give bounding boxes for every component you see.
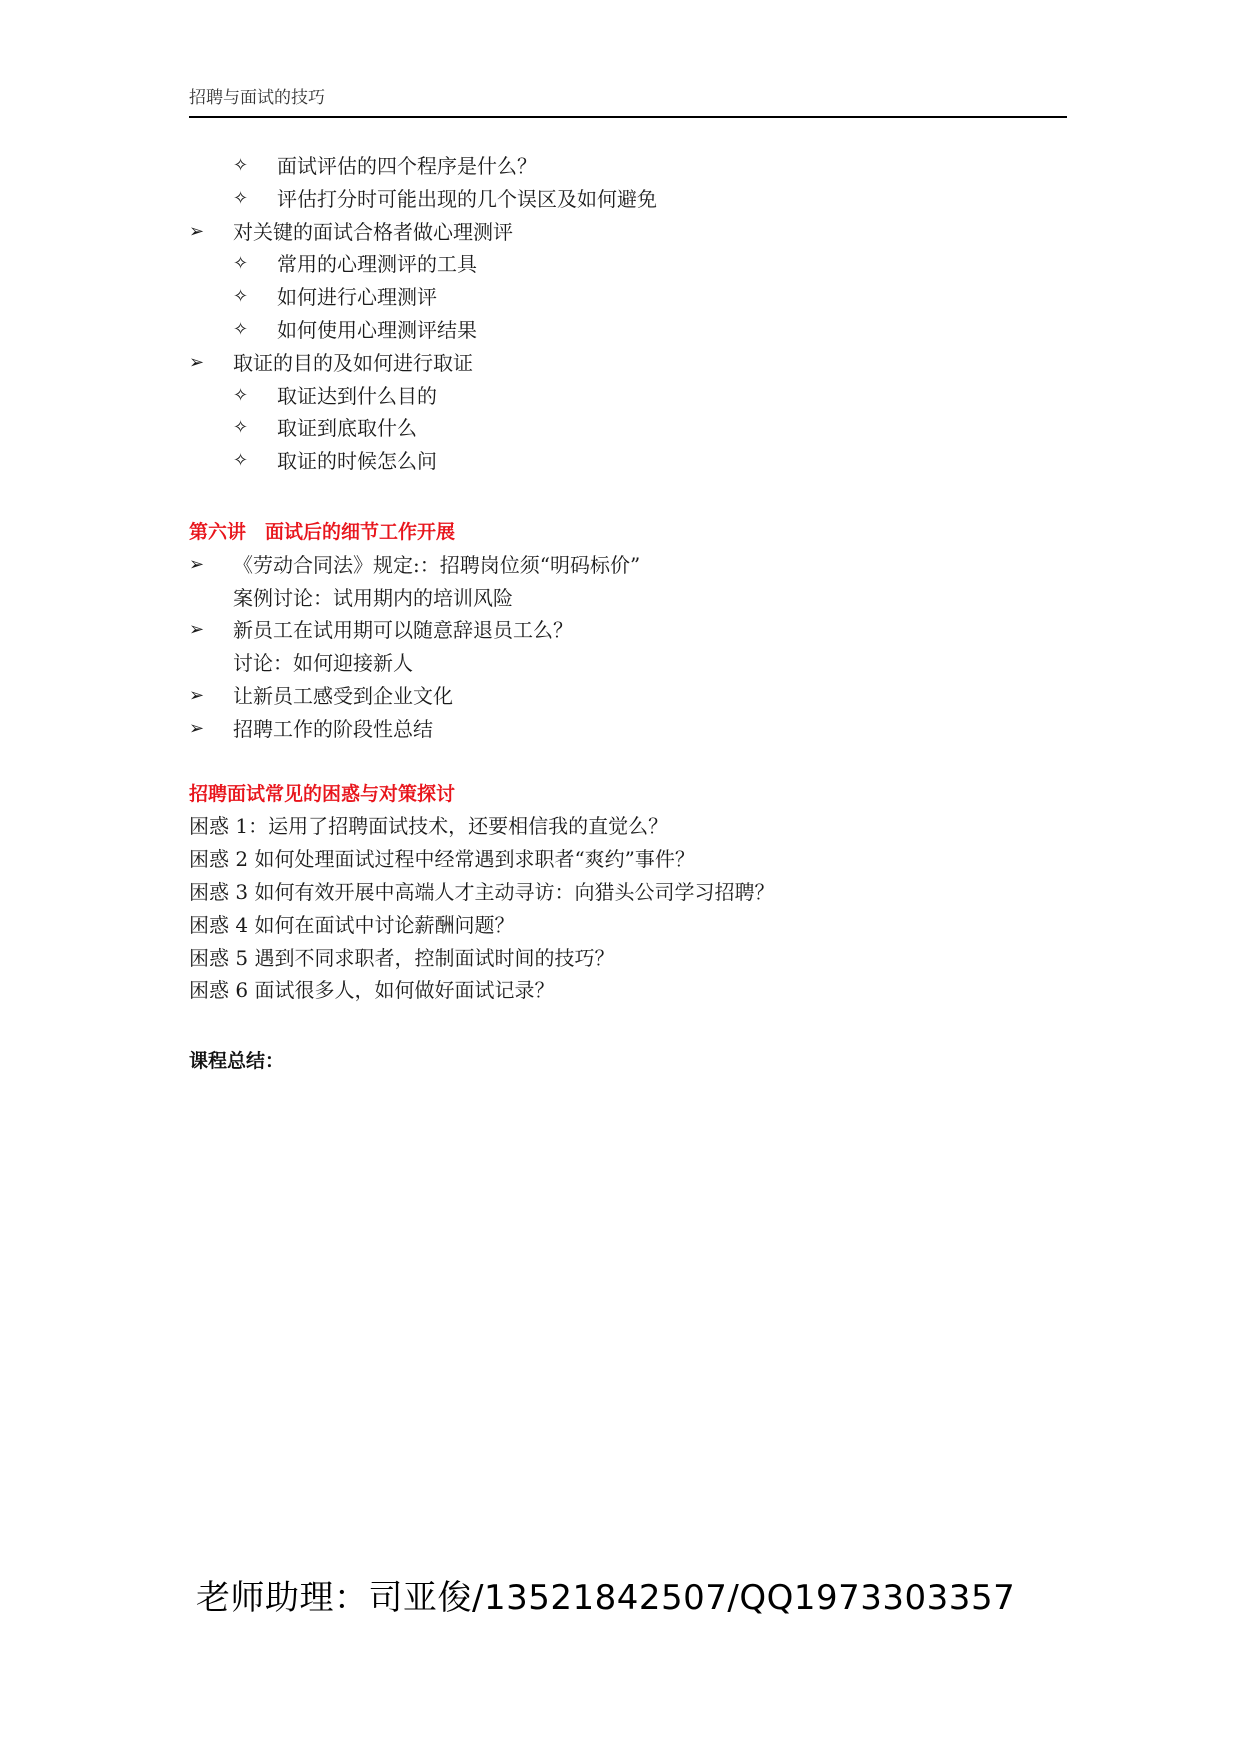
outline-section-top: [189, 150, 1069, 478]
arrow-bullet-icon: ➢: [189, 619, 205, 641]
outline-item: [189, 314, 1069, 347]
outline-item-text: 取证达到什么目的: [277, 383, 437, 408]
diamond-bullet-icon: ✧: [233, 155, 249, 176]
puzzle-item: [189, 974, 1069, 1007]
section-heading: [189, 778, 1069, 811]
outline-item: [189, 248, 1069, 281]
puzzle-item: [189, 909, 1069, 942]
puzzle-item-text: 困惑 1：运用了招聘面试技术，还要相信我的直觉么？: [189, 814, 669, 839]
page-header: [189, 86, 1067, 118]
spacer: [189, 478, 1069, 516]
outline-item-text: 取证的时候怎么问: [277, 449, 437, 474]
outline-item-text: 常用的心理测评的工具: [277, 252, 477, 277]
spacer: [189, 746, 1069, 778]
outline-item-text: 让新员工感受到企业文化: [233, 683, 453, 708]
diamond-bullet-icon: ✧: [233, 450, 249, 472]
outline-item-text: 面试评估的四个程序是什么？: [277, 154, 537, 178]
arrow-bullet-icon: ➢: [189, 351, 205, 373]
outline-item-text: 对关键的面试合格者做心理测评: [233, 219, 513, 244]
puzzle-item: [189, 843, 1069, 876]
puzzle-item-text: 困惑 6 面试很多人，如何做好面试记录？: [189, 978, 555, 1003]
outline-item: [189, 281, 1069, 314]
outline-item-text: 讨论：如何迎接新人: [233, 651, 413, 676]
puzzle-item: [189, 876, 1069, 909]
section-heading: [189, 516, 1069, 549]
arrow-bullet-icon: ➢: [189, 220, 205, 242]
spacer: [189, 1007, 1069, 1045]
footer-contact: 老师助理：司亚俊/13521842507/QQ1973303357: [196, 1578, 1016, 1618]
arrow-bullet-icon: ➢: [189, 717, 205, 739]
document-body: [189, 150, 1069, 1078]
diamond-bullet-icon: ✧: [233, 187, 249, 209]
outline-section-six: [189, 516, 1069, 746]
summary-heading: [189, 1045, 1069, 1078]
outline-item-text: 新员工在试用期可以随意辞退员工么？: [233, 618, 573, 643]
outline-item: [189, 347, 1069, 380]
diamond-bullet-icon: ✧: [233, 417, 249, 439]
puzzle-item-text: 困惑 2 如何处理面试过程中经常遇到求职者“爽约”事件？: [189, 847, 695, 872]
outline-item: [189, 380, 1069, 413]
outline-item: [189, 549, 1069, 582]
outline-item: [189, 582, 1069, 615]
puzzle-item: [189, 942, 1069, 975]
arrow-bullet-icon: ➢: [189, 553, 205, 575]
outline-item: [189, 713, 1069, 746]
outline-item-text: 评估打分时可能出现的几个误区及如何避免: [277, 186, 657, 211]
outline-item: [189, 150, 1069, 183]
puzzle-item-text: 困惑 3 如何有效开展中高端人才主动寻访：向猎头公司学习招聘？: [189, 879, 775, 904]
diamond-bullet-icon: ✧: [233, 253, 249, 275]
outline-item: [189, 647, 1069, 680]
puzzle-item-text: 困惑 4 如何在面试中讨论薪酬问题？: [189, 912, 515, 937]
arrow-bullet-icon: ➢: [189, 684, 205, 706]
header-title: 招聘与面试的技巧: [189, 88, 325, 108]
puzzle-item: [189, 810, 1069, 843]
outline-item: [189, 614, 1069, 647]
puzzle-item-text: 困惑 5 遇到不同求职者，控制面试时间的技巧？: [189, 945, 615, 970]
outline-item-text: 如何使用心理测评结果: [277, 317, 477, 342]
outline-item: [189, 216, 1069, 249]
outline-item-text: 取证到底取什么: [277, 416, 417, 441]
outline-item: [189, 680, 1069, 713]
diamond-bullet-icon: ✧: [233, 286, 249, 308]
section-heading-text: 第六讲 面试后的细节工作开展: [189, 520, 456, 543]
section-heading-text: 招聘面试常见的困惑与对策探讨: [189, 782, 456, 805]
diamond-bullet-icon: ✧: [233, 384, 249, 406]
outline-item: [189, 183, 1069, 216]
outline-item-text: 《劳动合同法》规定:：招聘岗位须“明码标价”: [233, 552, 641, 577]
outline-item-text: 取证的目的及如何进行取证: [233, 350, 473, 375]
outline-section-puzzles: [189, 778, 1069, 1008]
outline-item-text: 如何进行心理测评: [277, 285, 437, 310]
outline-item: [189, 412, 1069, 445]
summary-heading-text: 课程总结：: [189, 1050, 285, 1073]
outline-item-text: 招聘工作的阶段性总结: [233, 716, 433, 741]
outline-item-text: 案例讨论：试用期内的培训风险: [233, 585, 513, 610]
outline-item: [189, 445, 1069, 478]
diamond-bullet-icon: ✧: [233, 318, 249, 340]
